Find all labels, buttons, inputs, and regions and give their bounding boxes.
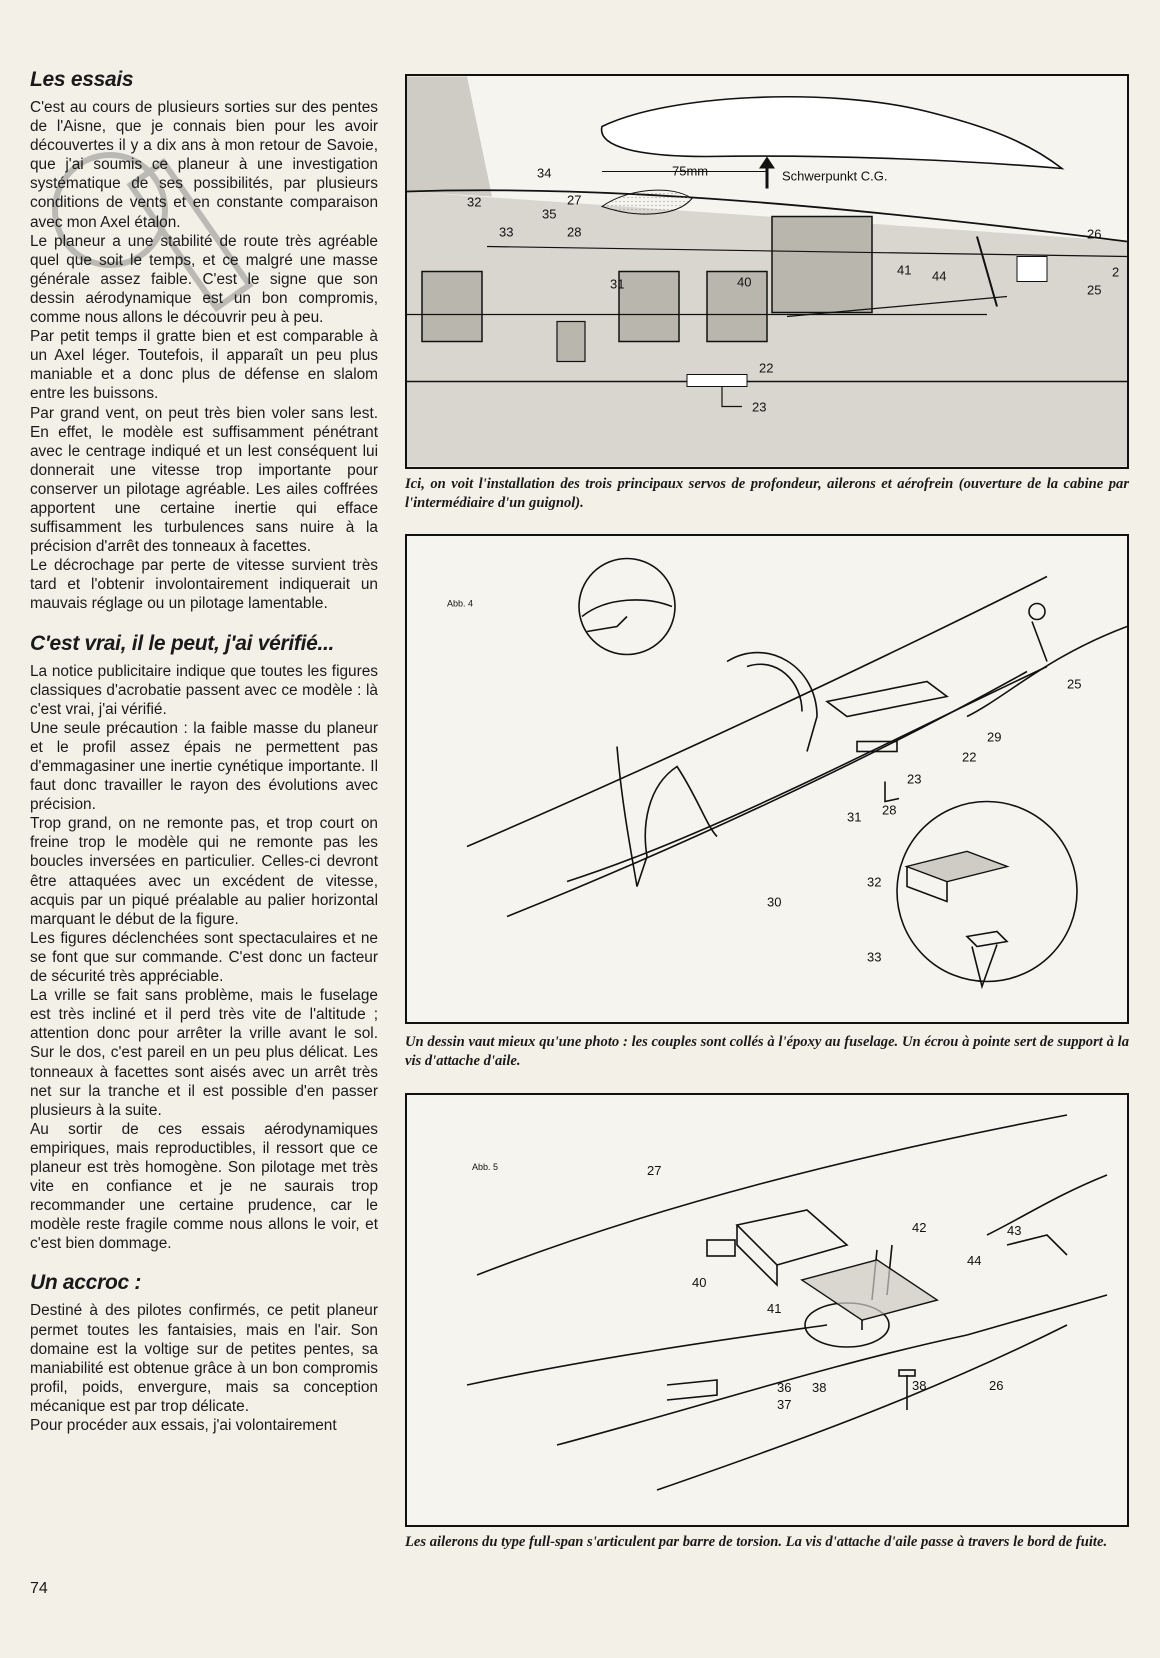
section-heading-essais: Les essais — [30, 68, 134, 91]
callout-42: 42 — [912, 1220, 927, 1235]
callout-34: 34 — [537, 165, 552, 181]
callout-25: 25 — [1067, 676, 1082, 692]
figure-ailerons — [405, 1093, 1129, 1527]
callout-33: 33 — [499, 224, 514, 240]
abb-label: Abb. 5 — [472, 1162, 499, 1172]
callout-33: 33 — [867, 949, 882, 965]
callout-22: 22 — [962, 749, 977, 765]
callout-31: 31 — [610, 276, 625, 292]
bulkheads-drawing — [407, 536, 1127, 1022]
callout-38b: 38 — [912, 1378, 927, 1393]
paragraph: Par petit temps il gratte bien et est comparable à un Axel léger. Toutefois, il apparaît un peu plus maniable et a donc plus de défense en slalom entre les buissons. — [30, 328, 378, 403]
callout-30: 30 — [767, 894, 782, 910]
callout-32: 32 — [867, 874, 882, 890]
caption-figure-1: Ici, on voit l'installation des trois principaux servos de profondeur, ailerons et aérofrein (ouverture de la cabine par l'intermédiaire d'un guignol). — [405, 476, 1129, 511]
callout-41: 41 — [767, 1301, 782, 1316]
figure-fuselage-bulkheads — [405, 534, 1129, 1024]
paragraph: Par grand vent, on peut très bien voler sans lest. En effet, le modèle est suffisamment pénétrant avec le centrage indiqué et un lest conséquent lui donnerait une vitesse trop importante pour conserver un pilotage agréable. Les ailes coffrées apportent une certaine inertie qui efface suffisamment les turbulences sans nuire à la précision d'arrêt des tonneaux à facettes. — [30, 404, 378, 556]
callout-31: 31 — [847, 809, 862, 825]
paragraph: La vrille se fait sans problème, mais le fuselage est très incliné et il perd très vite de l'altitude ; attention donc pour arrêter la vrille avant le sol. Sur le dos, c'est pareil en un peu plus délicat. Les tonneaux à facettes sont aisés avec un arrêt très net sur la tranche et il est possible d'en passer plusieurs à la suite. — [30, 987, 378, 1119]
caption-figure-2: Un dessin vaut mieux qu'une photo : les couples sont collés à l'époxy au fuselage. Un écrou à pointe sert de support à la vis d'attache d'aile. — [405, 1034, 1129, 1069]
cg-label: Schwerpunkt C.G. — [782, 168, 888, 184]
section-heading-verifie: C'est vrai, il le peut, j'ai vérifié... — [30, 631, 335, 655]
callout-40: 40 — [737, 274, 752, 290]
page-number: 74 — [30, 1580, 48, 1597]
paragraph: Au sortir de ces essais aérodynamiques empiriques, mais reproductibles, il ressort que ce planeur est très homogène. Son pilotage met très vite en confiance et je ne saurais trop recommander une certaine prudence, car le modèle reste fragile comme nous allons le voir, et c'est bien dommage. — [30, 1120, 378, 1253]
callout-41: 41 — [897, 262, 912, 278]
callout-40: 40 — [692, 1275, 707, 1290]
callout-23: 23 — [907, 771, 922, 787]
figure-fuselage-servos — [405, 74, 1129, 469]
callout-32: 32 — [467, 194, 482, 210]
callout-28: 28 — [882, 802, 897, 818]
paragraph: Destiné à des pilotes confirmés, ce petit planeur permet toutes les fantaisies, mais en l'air. Son domaine est la voltige sur de petites pentes, sa maniabilité est obtenue grâce à un bon compromis profil, poids, envergure, mais sa conception mécanique est par trop délicate. — [30, 1302, 378, 1415]
paragraph: Pour procéder aux essais, j'ai volontairement — [30, 1417, 337, 1434]
callout-44: 44 — [932, 268, 947, 284]
paragraph: Le décrochage par perte de vitesse survient très tard et l'obtenir involontairement indiquerait un mauvais réglage ou un pilotage lamentable. — [30, 557, 378, 613]
abb-label: Abb. 4 — [447, 598, 474, 609]
paragraph: La notice publicitaire indique que toutes les figures classiques d'acrobatie passent avec ce modèle : là c'est vrai, j'ai vérifié. — [30, 662, 378, 718]
callout-27: 27 — [567, 192, 582, 208]
fuselage-section-drawing — [407, 76, 1127, 467]
callout-25: 25 — [1087, 282, 1102, 298]
callout-26: 26 — [1087, 226, 1102, 242]
article-column — [30, 68, 378, 1435]
callout-29: 29 — [987, 729, 1002, 745]
callout-2: 2 — [1112, 264, 1120, 280]
section-heading-accroc: Un accroc : — [30, 1271, 142, 1295]
paragraph: Le planeur a une stabilité de route très agréable quel que soit le temps, et ce malgré une masse générale assez faible. C'est le signe que son dessin aérodynamique est un bon compromis, comme nous allons le découvrir peu à peu. — [30, 232, 378, 327]
callout-38: 38 — [812, 1380, 827, 1395]
callout-27: 27 — [647, 1163, 662, 1178]
callout-43: 43 — [1007, 1223, 1022, 1238]
callout-36: 36 — [777, 1380, 792, 1395]
callout-44: 44 — [967, 1253, 982, 1268]
paragraph: C'est au cours de plusieurs sorties sur des pentes de l'Aisne, que je connais bien pour les avoir découvertes il y a dix ans à mon retour de Savoie, que j'ai soumis ce planeur à une investigation systématique de ses possibilités, par plusieurs conditions de vents et en constante comparaison avec mon Axel étalon. — [30, 99, 378, 231]
callout-26: 26 — [989, 1378, 1004, 1393]
callout-22: 22 — [759, 360, 774, 376]
paragraph: Trop grand, on ne remonte pas, et trop court on freine trop le modèle qui ne remonte pas les boucles inversées en particulier. Celles-ci devront être attaquées avec un excédent de vitesse, acquis par un piqué préalable au palier horizontal marquant le début de la figure. — [30, 815, 378, 928]
dimension-label: 75mm — [672, 163, 709, 179]
callout-35: 35 — [542, 206, 557, 222]
callout-37: 37 — [777, 1397, 792, 1412]
paragraph: Une seule précaution : la faible masse du planeur et le profil assez épais ne permettent pas d'emmagasiner une inertie cynétique importante. Il faut donc travailler le rayon des évolutions avec précision. — [30, 719, 378, 814]
callout-23: 23 — [752, 399, 767, 415]
caption-figure-3: Les ailerons du type full-span s'articulent par barre de torsion. La vis d'attache d'aile passe à travers le bord de fuite. — [405, 1534, 1108, 1550]
callout-28: 28 — [567, 224, 582, 240]
ailerons-drawing — [407, 1095, 1127, 1525]
paragraph: Les figures déclenchées sont spectaculaires et ne se font que sur commande. C'est donc un facteur de sécurité très appréciable. — [30, 929, 378, 986]
